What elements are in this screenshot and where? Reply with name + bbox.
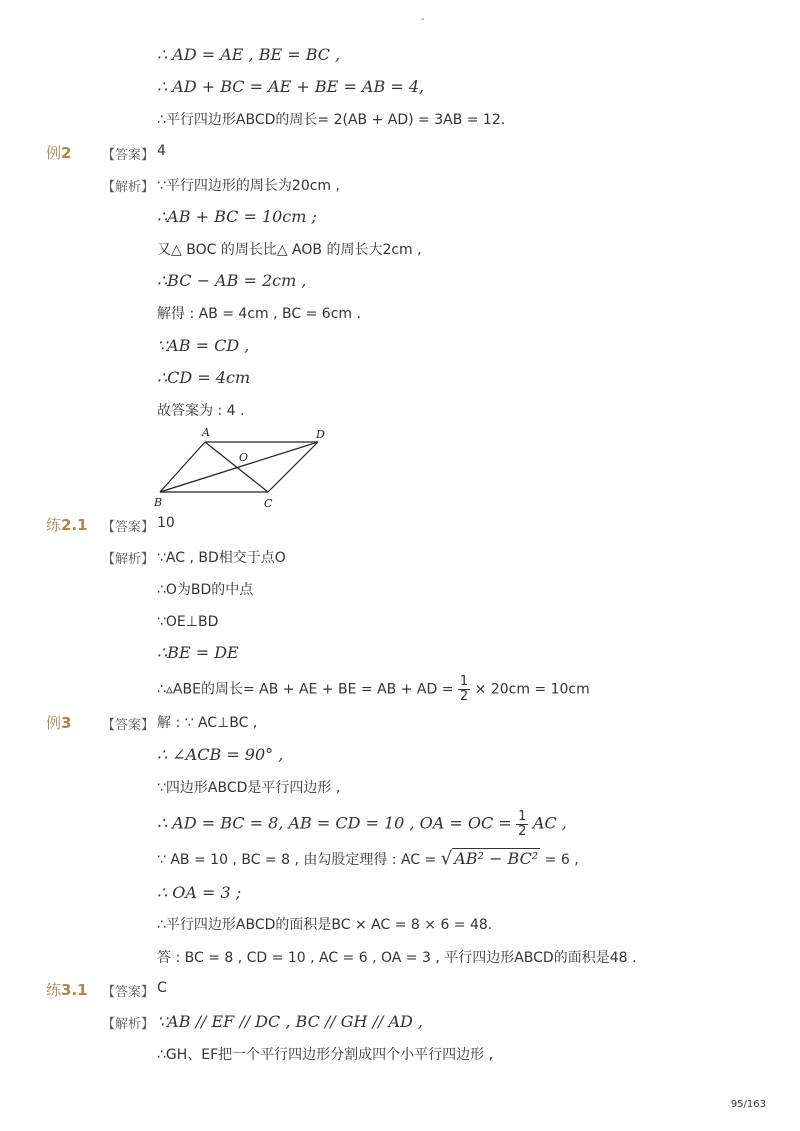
fraction-one-half	[516, 810, 528, 839]
answer-tag: 【答案】	[102, 520, 155, 535]
answer-tag: 【答案】	[102, 148, 155, 163]
solution-line: ∴GH、EF把一个平行四边形分割成四个小平行四边形 ,	[157, 1047, 494, 1063]
intro-line-2: ∴ AD + BC = AE + BE = AB = 4,	[157, 77, 425, 96]
square-root	[441, 848, 541, 871]
solution-line: ∵OE⊥BD	[157, 614, 219, 630]
radicand: AB² − BC²	[454, 849, 539, 868]
answer-tag: 【答案】	[102, 718, 155, 733]
solution-line: ∴ OA = 3 ;	[157, 883, 242, 902]
fraction-one-half	[458, 675, 470, 704]
page-number: 95/163	[730, 1099, 766, 1110]
parallelogram-figure	[150, 424, 340, 514]
solution-line: ∴CD = 4cm	[157, 368, 251, 387]
perimeter-result: × 20cm = 10cm	[474, 681, 590, 698]
practice-label-prefix: 练	[46, 981, 62, 999]
example-3-label	[46, 712, 71, 733]
practice-label-number: 2.1	[61, 516, 88, 534]
perimeter-expression: ∴▵ABE的周长= AB + AE + BE = AB + AD =	[157, 681, 454, 698]
solution-line: ∴BC − AB = 2cm ,	[157, 271, 307, 290]
solution-line: 又△ BOC 的周长比△ AOB 的周长大2cm ,	[157, 242, 422, 258]
solution-line: ∴AB + BC = 10cm ;	[157, 207, 317, 226]
solution-line: ∴BE = DE	[157, 643, 239, 662]
vertex-label-o: O	[239, 451, 249, 464]
solution-line: ∴ ∠ACB = 90° ,	[157, 745, 284, 764]
solution-line-answer: 答 : BC = 8 , CD = 10 , AC = 6 , OA = 3 , 平行四边形ABCD的面积是48 .	[157, 950, 637, 966]
analysis-tag: 【解析】	[102, 180, 155, 195]
solution-line: 解得 : AB = 4cm , BC = 6cm .	[157, 306, 361, 322]
answer-value: 4	[157, 143, 166, 159]
vertex-label-a: A	[202, 426, 210, 439]
fraction-numerator: 1	[518, 809, 527, 824]
solution-line: ∴平行四边形ABCD的面积是BC × AC = 8 × 6 = 48.	[157, 917, 493, 933]
solution-line: ∵平行四边形的周长为20cm ,	[157, 178, 340, 194]
example-label-prefix: 例	[46, 714, 62, 732]
practice-2-1-label	[46, 514, 88, 535]
fraction-denominator: 2	[459, 689, 469, 704]
radical-sign-icon: √	[440, 848, 453, 869]
example-label-number: 3	[61, 714, 72, 732]
fraction-denominator: 2	[518, 824, 527, 839]
example-label-number: 2	[61, 144, 72, 162]
solution-line-perimeter	[157, 675, 590, 704]
analysis-tag: 【解析】	[102, 552, 155, 567]
sides-expression: ∴ AD = BC = 8, AB = CD = 10 , OA = OC =	[157, 813, 512, 833]
example-label-prefix: 例	[46, 144, 62, 162]
sides-expression-tail: AC ,	[532, 813, 567, 833]
solution-line-sides	[157, 810, 567, 839]
solution-line: ∵AB = CD ,	[157, 336, 250, 355]
solution-line: ∵AC , BD相交于点O	[157, 550, 286, 566]
diagonal-ac	[205, 442, 268, 492]
intro-line-3: ∴平行四边形ABCD的周长= 2(AB + AD) = 3AB = 12.	[157, 112, 506, 128]
solution-line: ∴O为BD的中点	[157, 582, 254, 598]
answer-value: 10	[157, 515, 175, 531]
practice-3-1-label	[46, 979, 88, 1000]
solution-line: ∵AB // EF // DC , BC // GH // AD ,	[157, 1012, 423, 1031]
vertex-label-c: C	[264, 497, 273, 510]
vertex-label-b: B	[154, 496, 163, 509]
example-2-label	[46, 142, 71, 163]
answer-tag: 【答案】	[102, 985, 155, 1000]
fraction-numerator: 1	[459, 674, 469, 689]
analysis-tag: 【解析】	[102, 1017, 155, 1032]
top-mark: -	[421, 14, 425, 25]
solution-line: 解 : ∵ AC⊥BC ,	[157, 715, 258, 731]
solution-line: ∵四边形ABCD是平行四边形 ,	[157, 780, 341, 796]
pythagoras-expression: ∵ AB = 10 , BC = 8 , 由勾股定理得 : AC =	[157, 852, 437, 868]
answer-value: C	[157, 980, 167, 996]
practice-label-prefix: 练	[46, 516, 62, 534]
pythagoras-result: = 6 ,	[544, 852, 579, 868]
practice-label-number: 3.1	[61, 981, 88, 999]
solution-line: 故答案为 : 4 .	[157, 403, 245, 419]
vertex-label-d: D	[316, 428, 325, 441]
solution-line-pythagoras	[157, 848, 579, 871]
diagonal-bd	[160, 442, 318, 492]
intro-line-1: ∴ AD = AE , BE = BC ,	[157, 45, 341, 64]
